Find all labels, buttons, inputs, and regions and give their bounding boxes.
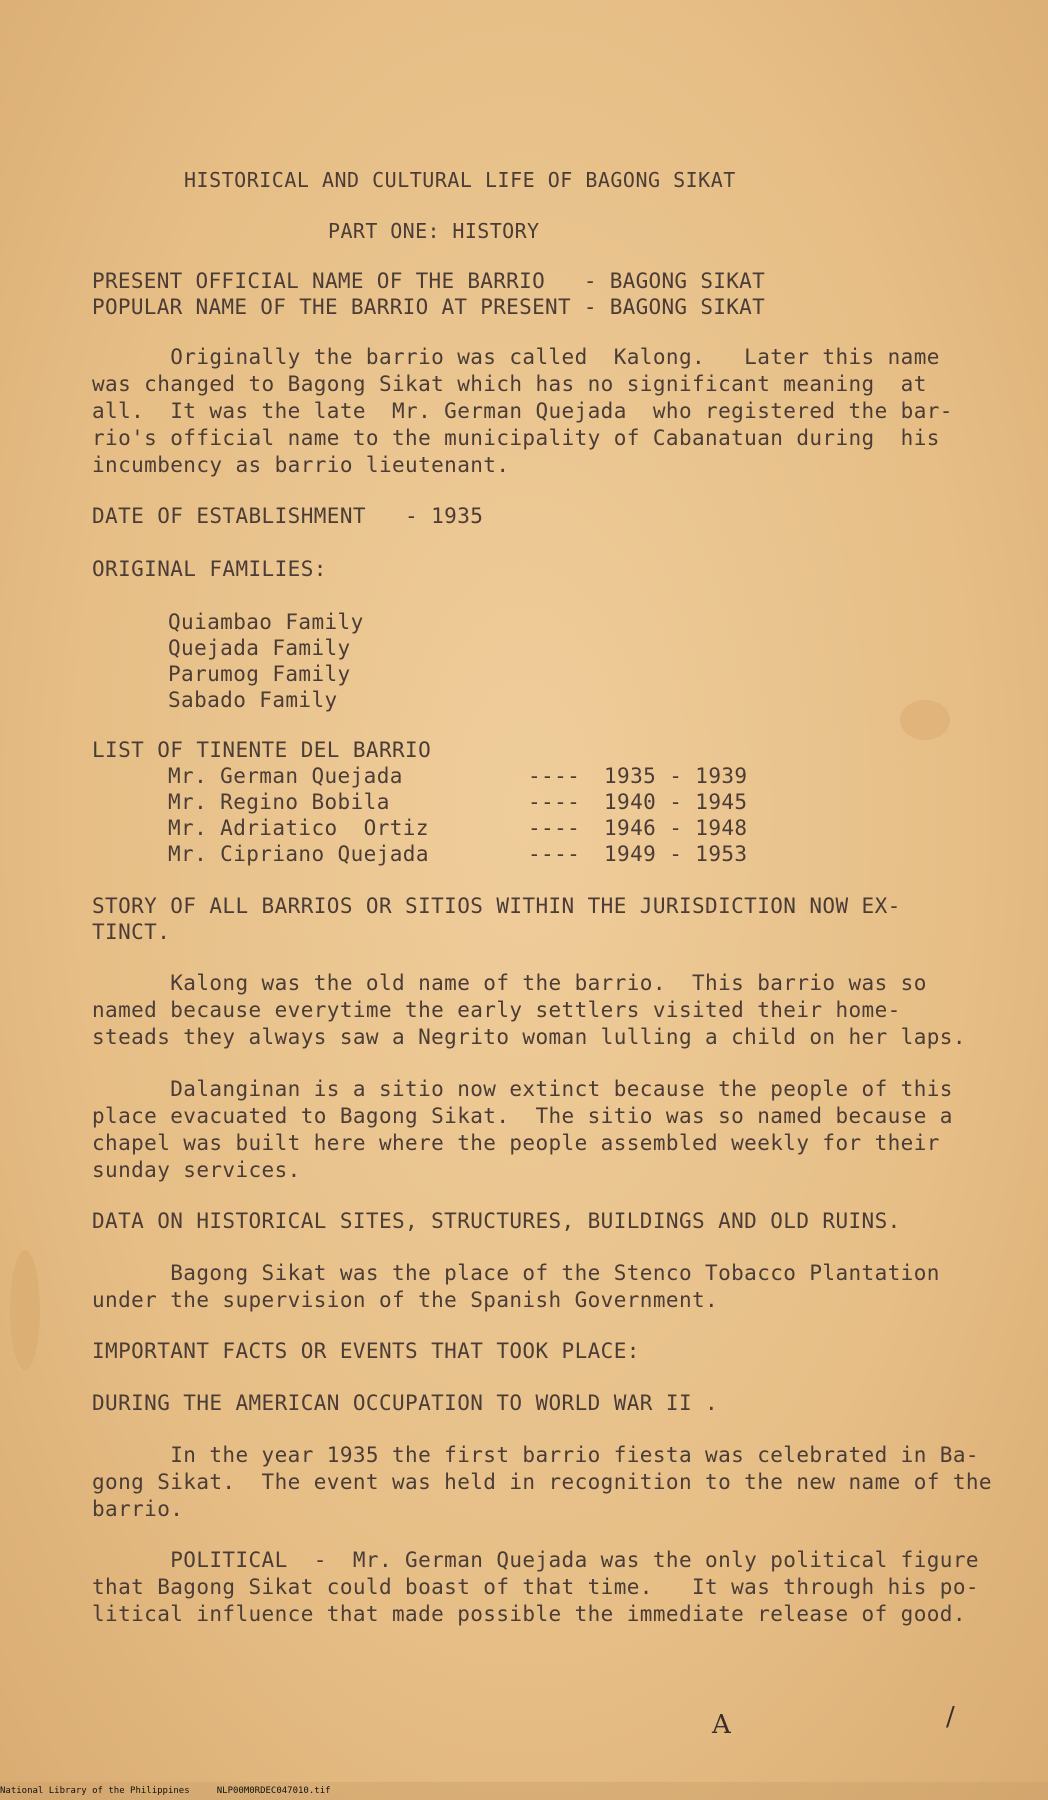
- official-name-line: PRESENT OFFICIAL NAME OF THE BARRIO - BAGONG SIKAT: [92, 269, 766, 293]
- tinente-name: Mr. German Quejada: [168, 764, 403, 788]
- tinente-dash: ----: [528, 816, 581, 840]
- paragraph-line: steads they always saw a Negrito woman lulling a child on her laps.: [92, 1025, 966, 1049]
- paragraph-line: rio's official name to the municipality of Cabanatuan during his: [92, 426, 940, 450]
- story-heading: TINCT.: [92, 920, 171, 944]
- family-item: Quiambao Family: [168, 610, 364, 634]
- tinente-years: 1935 - 1939: [604, 764, 748, 788]
- paragraph-line: Originally the barrio was called Kalong. Later this name: [92, 345, 940, 369]
- paragraph-line: Dalanginan is a sitio now extinct because the people of this: [92, 1077, 953, 1101]
- paragraph-line: chapel was built here where the people assembled weekly for their: [92, 1131, 940, 1155]
- family-item: Parumog Family: [168, 662, 351, 686]
- handwritten-mark: /: [946, 1702, 955, 1732]
- tinente-name: Mr. Adriatico Ortiz: [168, 816, 429, 840]
- paragraph-line: barrio.: [92, 1497, 184, 1521]
- archive-footer: National Library of the Philippines NLP00M0RDEC047010.tif: [0, 1786, 331, 1796]
- facts-heading: IMPORTANT FACTS OR EVENTS THAT TOOK PLACE:: [92, 1339, 640, 1363]
- paragraph-line: In the year 1935 the first barrio fiesta was celebrated in Ba-: [92, 1443, 979, 1467]
- sites-heading: DATA ON HISTORICAL SITES, STRUCTURES, BUILDINGS AND OLD RUINS.: [92, 1209, 901, 1233]
- tinente-name: Mr. Cipriano Quejada: [168, 842, 429, 866]
- paragraph-line: that Bagong Sikat could boast of that time. It was through his po-: [92, 1575, 979, 1599]
- family-item: Sabado Family: [168, 688, 338, 712]
- paragraph-line: Bagong Sikat was the place of the Stenco Tobacco Plantation: [92, 1261, 940, 1285]
- document-title: HISTORICAL AND CULTURAL LIFE OF BAGONG SIKAT: [184, 168, 736, 192]
- paragraph-line: place evacuated to Bagong Sikat. The sitio was so named because a: [92, 1104, 953, 1128]
- families-heading: ORIGINAL FAMILIES:: [92, 557, 327, 581]
- story-heading: STORY OF ALL BARRIOS OR SITIOS WITHIN THE JURISDICTION NOW EX-: [92, 894, 901, 918]
- tinente-dash: ----: [528, 842, 581, 866]
- handwritten-mark: A: [712, 1710, 731, 1740]
- tinente-dash: ----: [528, 790, 581, 814]
- tinente-dash: ----: [528, 764, 581, 788]
- paragraph-line: incumbency as barrio lieutenant.: [92, 453, 510, 477]
- paragraph-line: POLITICAL - Mr. German Quejada was the only political figure: [92, 1548, 979, 1572]
- tinente-name: Mr. Regino Bobila: [168, 790, 390, 814]
- paragraph-line: sunday services.: [92, 1158, 301, 1182]
- paragraph-line: gong Sikat. The event was held in recognition to the new name of the: [92, 1470, 992, 1494]
- paper-stain: [900, 700, 950, 740]
- family-item: Quejada Family: [168, 636, 351, 660]
- paragraph-line: was changed to Bagong Sikat which has no significant meaning at: [92, 372, 927, 396]
- american-heading: DURING THE AMERICAN OCCUPATION TO WORLD WAR II .: [92, 1391, 719, 1415]
- paragraph-line: Kalong was the old name of the barrio. This barrio was so: [92, 971, 927, 995]
- paragraph-line: under the supervision of the Spanish Government.: [92, 1288, 719, 1312]
- popular-name-line: POPULAR NAME OF THE BARRIO AT PRESENT - BAGONG SIKAT: [92, 295, 766, 319]
- paragraph-line: litical influence that made possible the immediate release of good.: [92, 1602, 966, 1626]
- tinente-years: 1946 - 1948: [604, 816, 748, 840]
- date-of-establishment: DATE OF ESTABLISHMENT - 1935: [92, 504, 484, 528]
- tinente-years: 1940 - 1945: [604, 790, 748, 814]
- paper-stain: [10, 1250, 40, 1370]
- paragraph-line: all. It was the late Mr. German Quejada who registered the bar-: [92, 399, 953, 423]
- tinente-heading: LIST OF TINENTE DEL BARRIO: [92, 738, 432, 762]
- tinente-years: 1949 - 1953: [604, 842, 748, 866]
- document-subtitle: PART ONE: HISTORY: [328, 219, 540, 243]
- paragraph-line: named because everytime the early settlers visited their home-: [92, 998, 901, 1022]
